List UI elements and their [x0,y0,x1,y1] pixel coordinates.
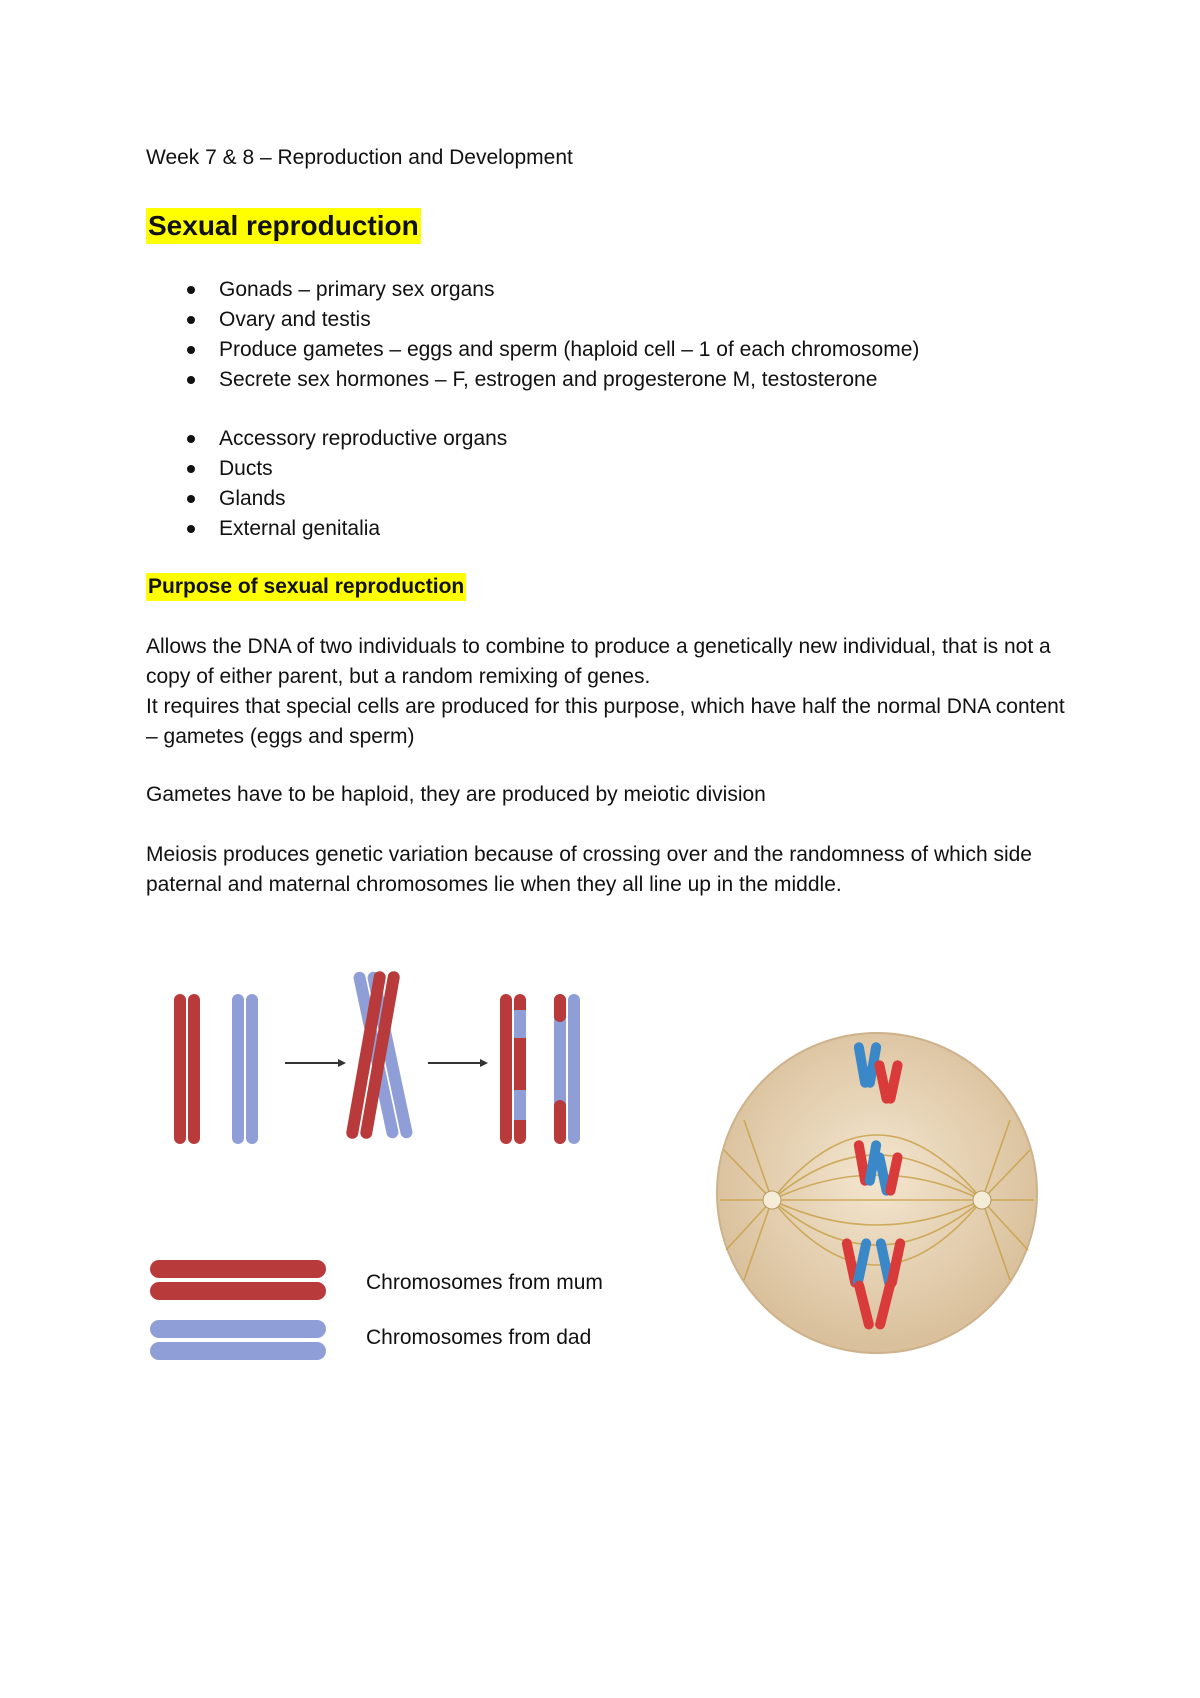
bullet-icon [187,316,195,324]
paragraph: Meiosis produces genetic variation because of crossing over and the randomness of which side paternal and maternal chromosomes lie when they all line up in the middle. [146,843,1032,896]
bullet-list-accessory [146,424,507,544]
bullet-icon [187,465,195,473]
recombined-paternal-chromosome-icon [554,994,580,1144]
metaphase-cell-figure [714,1030,1040,1356]
list-item: Produce gametes – eggs and sperm (haploid cell – 1 of each chromosome) [146,335,919,365]
list-item: Glands [146,484,507,514]
paragraph: Gametes have to be haploid, they are produced by meiotic division [146,783,766,806]
crossing-over-figure [160,960,610,1150]
list-item: Secrete sex hormones – F, estrogen and progesterone M, testosterone [146,365,919,395]
bullet-icon [187,286,195,294]
crossing-chromosomes-icon [345,970,413,1140]
arrow-right-icon [285,1059,346,1067]
bullet-icon [187,346,195,354]
page-header: Week 7 & 8 – Reproduction and Development [146,146,573,169]
list-item: Ducts [146,454,507,484]
section-heading: Sexual reproduction [146,208,421,244]
purpose-heading: Purpose of sexual reproduction [146,573,466,601]
bullet-icon [187,495,195,503]
bullet-icon [187,525,195,533]
list-item: Accessory reproductive organs [146,424,507,454]
paragraph: Allows the DNA of two individuals to combine to produce a genetically new individual, that is not a copy of either parent, but a random remixing of genes. [146,635,1051,688]
maternal-legend-icon [150,1258,326,1302]
bullet-list-gonads [146,275,919,395]
paragraph: It requires that special cells are produced for this purpose, which have half the normal DNA content – gametes (eggs and sperm) [146,695,1065,748]
list-item: Gonads – primary sex organs [146,275,919,305]
legend-label-dad: Chromosomes from dad [366,1326,592,1349]
bullet-icon [187,435,195,443]
legend-label-mum: Chromosomes from mum [366,1271,603,1294]
recombined-maternal-chromosome-icon [500,994,526,1144]
bullet-icon [187,376,195,384]
list-item: External genitalia [146,514,507,544]
list-item: Ovary and testis [146,305,919,335]
maternal-chromosome-icon [174,994,200,1144]
arrow-right-icon [428,1059,488,1067]
paternal-chromosome-icon [232,994,258,1144]
paternal-legend-icon [150,1318,326,1362]
